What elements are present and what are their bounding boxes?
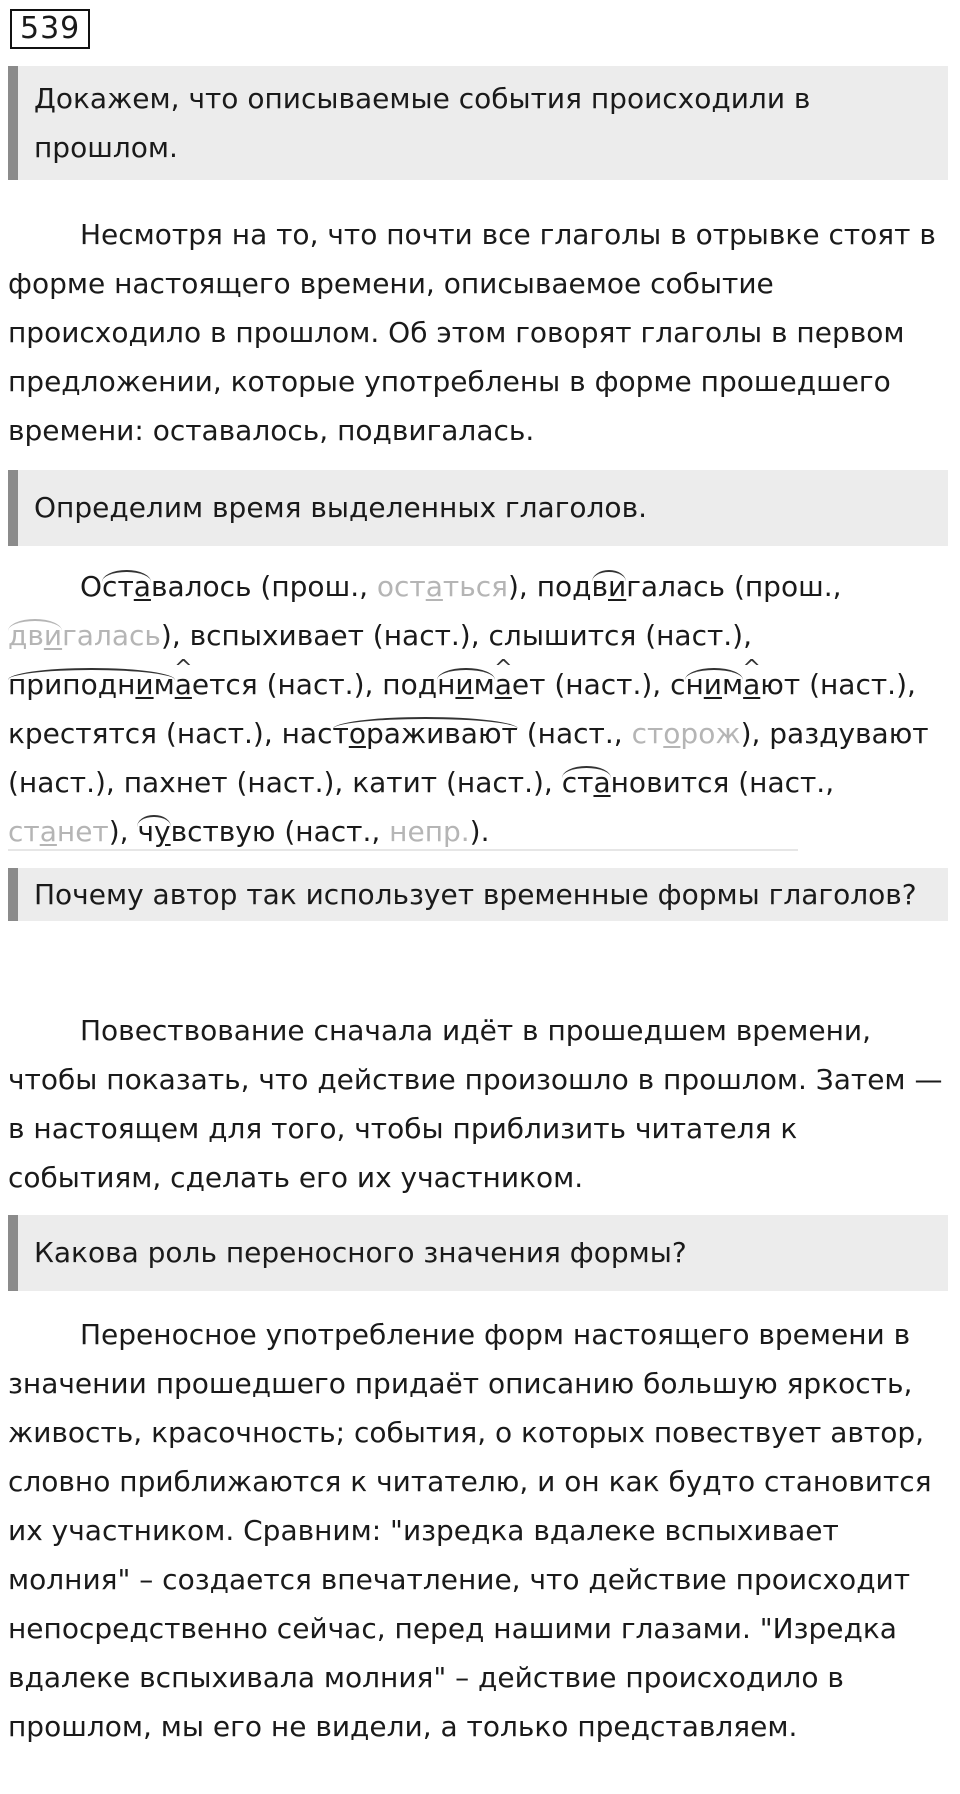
verb-7: становится [561, 766, 730, 799]
answer-1-text: Несмотря на то, что почти все глаголы в отрывке стоят в форме настоящего времени, описываемое событие происходило в прошлом. Об этом говорят глаголы в первом предложении, которые употреблены в форме прошедшего времени: оставалось, подвигалась. [8, 218, 936, 447]
exercise-number: 539 [10, 9, 90, 49]
question-1-text: Докажем, что описываемые события происходили в прошлом. [34, 82, 811, 164]
verb-4: ним^ ает [437, 668, 545, 701]
check-word-4: станет [8, 815, 109, 848]
answer-3 [8, 1006, 958, 1202]
answer-4 [8, 1310, 958, 1751]
question-2-text: Определим время выделенных глаголов. [34, 491, 647, 524]
answer-4-text: Переносное употребление форм настоящего времени в значении прошедшего придаёт описанию большую яркость, живость, красочность; события, о которых повествует автор, словно приближаются к читателю, и он как будто становится их участником. Сравним: "изредка вдалеке вспыхивает молния" – создается впечатление, что действие происходит непосредственно сейчас, перед нашими глазами. "Изредка вдалеке вспыхивала молния" – действие происходило в прошлом, мы его не видели, а только представляем. [8, 1318, 932, 1743]
question-1 [8, 66, 948, 180]
verb-6: тораживают [332, 717, 518, 750]
question-3-text: Почему автор так использует временные формы глаголов? [34, 878, 917, 911]
check-word-5: непр. [389, 815, 470, 848]
question-2 [8, 470, 948, 546]
question-4-text: Какова роль переносного значения формы? [34, 1236, 687, 1269]
check-word-3: сторож [631, 717, 741, 750]
verb-8: чувствую [137, 815, 276, 848]
check-word-1: остаться [376, 570, 508, 603]
answer-1 [8, 210, 958, 455]
verb-2: вигалась [591, 570, 726, 603]
divider [8, 849, 798, 851]
verb-5: ним^ ают [685, 668, 800, 701]
question-3 [8, 868, 948, 921]
verb-3: приподним^ ается [8, 668, 258, 701]
answer-3-text: Повествование сначала идёт в прошедшем времени, чтобы показать, что действие произошло в прошлом. Затем — в настоящем для того, чтобы приблизить читателя к событиям, сделать его их участником. [8, 1014, 943, 1194]
check-word-2: двигалась [8, 619, 161, 652]
question-4 [8, 1215, 948, 1291]
answer-2: Оставалось (прош., остаться), подвигалась (прош., двигалась), вспыхивает (наст.), слышится (наст.), приподним^ ается (наст.), подним^ ает (наст.), сним^ ают (наст.), крестятся (наст.), настораживают (наст., сторож), раздувают (наст.), пахнет (наст.), катит (наст.), становится (наст., станет), чувствую (наст., непр.). [8, 562, 958, 856]
verb-1: Оставалось [80, 570, 252, 603]
